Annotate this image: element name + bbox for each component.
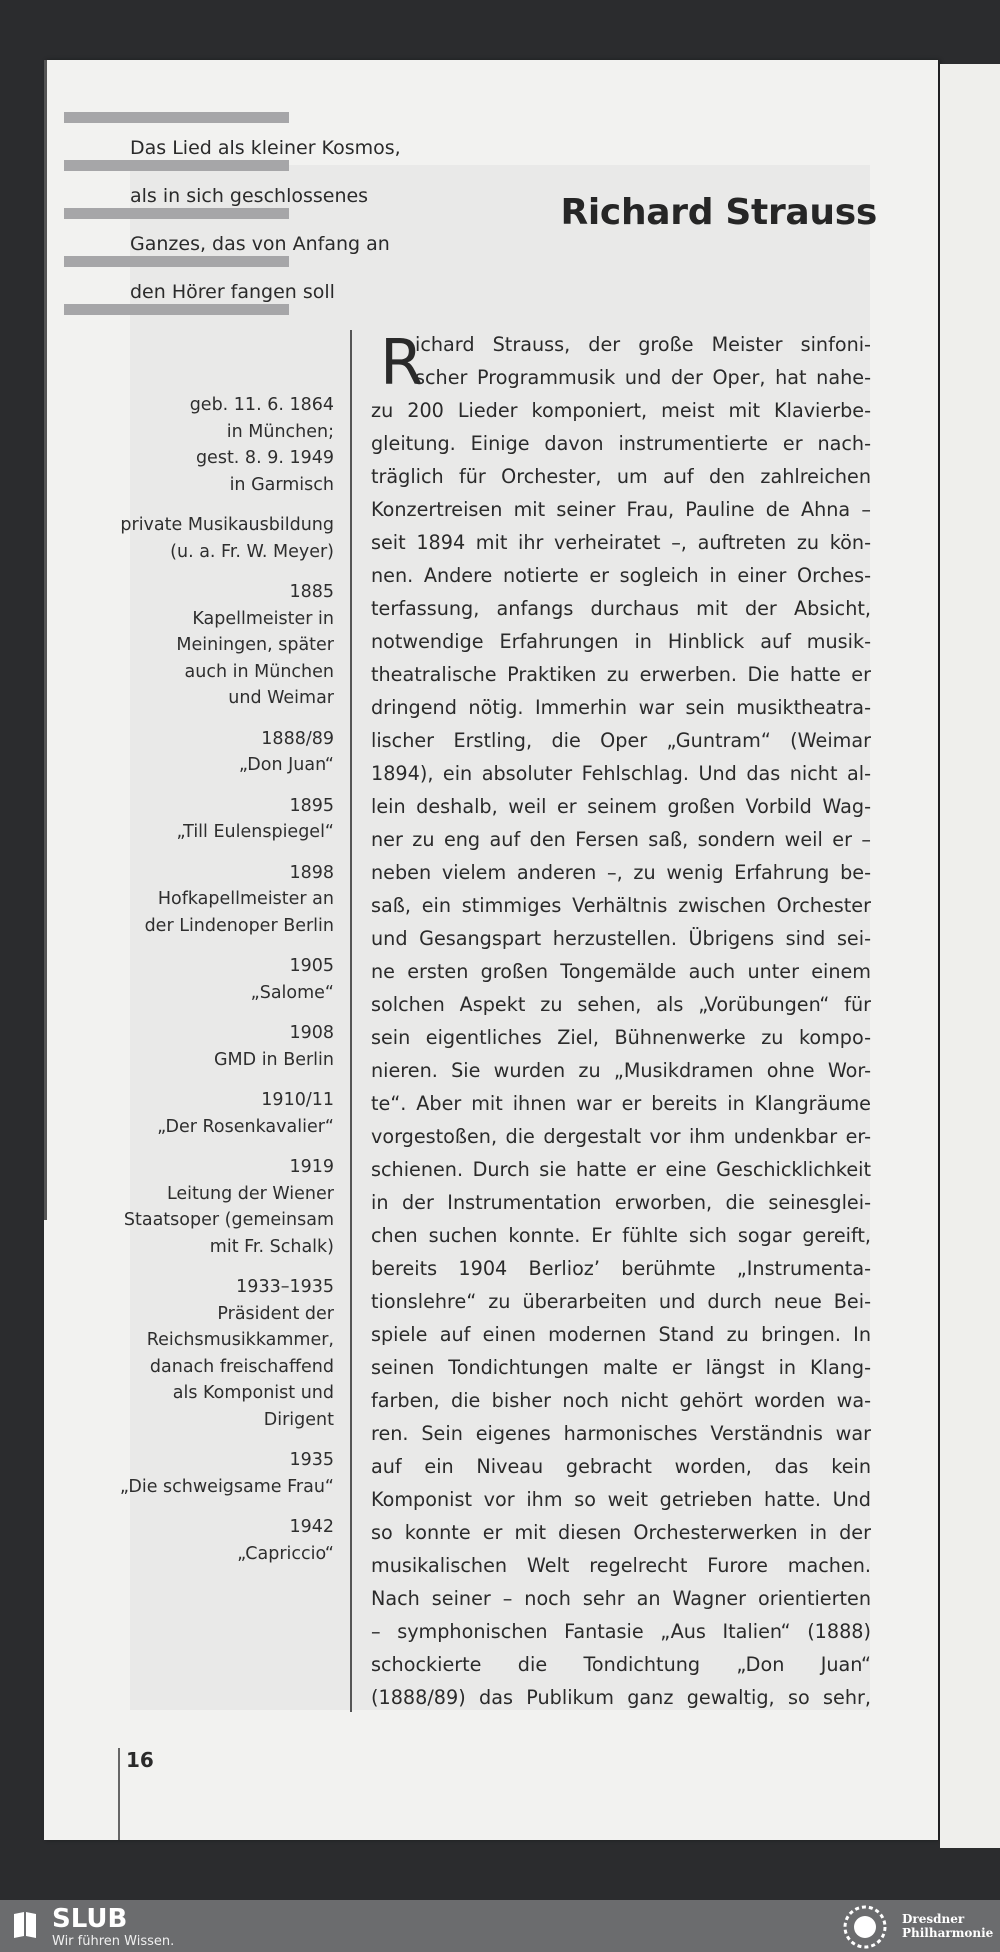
partner-logo-text (902, 1912, 993, 1940)
timeline-line: GMD in Berlin (214, 1049, 334, 1070)
partner-line: Dresdner (902, 1912, 965, 1926)
body-line: vorgestoßen, die dergestalt vor ihm undenkbar er- (371, 1125, 871, 1148)
body-line: Nach seiner – noch sehr an Wagner orientierten (371, 1587, 871, 1610)
timeline-entry (100, 726, 334, 779)
timeline-line: in München; (226, 421, 334, 442)
timeline-line: „Till Eulenspiegel“ (176, 822, 334, 842)
binding-edge (44, 60, 47, 1220)
biography-timeline (100, 392, 334, 1581)
timeline-line: Dirigent (263, 1409, 334, 1430)
body-line: lein deshalb, weil er seinem großen Vorbild Wag- (371, 795, 871, 818)
timeline-line: Präsident der (217, 1303, 334, 1324)
body-line: notwendige Erfahrungen in Hinblick auf musik- (371, 630, 871, 653)
body-line: scher Programmusik und der Oper, hat nahe- (415, 366, 871, 389)
body-line: musikalischen Welt regelrecht Furore machen. (371, 1554, 871, 1577)
body-line: chen suchen konnte. Er fühlte sich sogar gereift, (371, 1224, 871, 1247)
pull-quote-line: Ganzes, das von Anfang an (130, 233, 390, 255)
partner-line: Philharmonie (902, 1926, 994, 1940)
page-number: 16 (126, 1748, 154, 1772)
slub-book-icon[interactable] (12, 1910, 38, 1940)
page-number-rule (118, 1748, 120, 1840)
timeline-line: 1905 (289, 956, 334, 976)
pull-quote-line: Das Lied als kleiner Kosmos, (130, 137, 401, 159)
timeline-entry (100, 860, 334, 940)
article-title: Richard Strauss (560, 192, 877, 233)
timeline-line: Reichsmusikkammer, (146, 1330, 334, 1350)
timeline-line: „Capriccio“ (237, 1543, 334, 1564)
timeline-line: in Garmisch (229, 474, 334, 495)
body-line: 1894), ein absoluter Fehlschlag. Und das nicht al- (371, 762, 871, 785)
timeline-line: 1895 (289, 795, 334, 816)
body-line: (1888/89) das Publikum ganz gewaltig, so sehr, (371, 1686, 871, 1709)
timeline-entry (100, 1274, 334, 1433)
timeline-line: „Salome“ (250, 982, 334, 1003)
timeline-line: und Weimar (228, 688, 334, 708)
body-line: spiele auf einen modernen Stand zu bringen. In (371, 1323, 871, 1346)
body-line: te“. Aber mit ihnen war er bereits in Klangräume (371, 1092, 871, 1115)
timeline-entry (100, 579, 334, 712)
timeline-line: danach freischaffend (149, 1356, 334, 1377)
timeline-line: als Komponist und (172, 1383, 334, 1403)
timeline-line: 1919 (289, 1157, 334, 1177)
body-line: neben vielem anderen –, zu wenig Erfahrung be- (371, 861, 871, 884)
body-line: zu 200 Lieder komponiert, meist mit Klavierbe- (371, 399, 871, 422)
body-line: schockierte die Tondichtung „Don Juan“ (371, 1653, 871, 1676)
body-line: – symphonischen Fantasie „Aus Italien“ (1888) (371, 1620, 871, 1643)
timeline-line: der Lindenoper Berlin (144, 915, 334, 936)
timeline-line: private Musikausbildung (120, 515, 334, 535)
body-line: farben, die bisher noch nicht gehört worden wa- (371, 1389, 871, 1412)
body-line: Konzertreisen mit seiner Frau, Pauline de Ahna – (371, 498, 871, 521)
body-line: in der Instrumentation erworben, die seinesglei- (371, 1191, 871, 1214)
timeline-line: „Don Juan“ (238, 755, 334, 775)
timeline-entry (100, 512, 334, 565)
timeline-entry (100, 953, 334, 1006)
body-line: saß, ein stimmiges Verhältnis zwischen Orchester (371, 894, 871, 917)
timeline-line: geb. 11. 6. 1864 (189, 395, 334, 415)
body-line: so konnte er mit diesen Orchesterwerken in der (371, 1521, 871, 1544)
body-line: ren. Sein eigenes harmonisches Verständnis war (371, 1422, 871, 1445)
timeline-entry (100, 1447, 334, 1500)
timeline-line: mit Fr. Schalk) (209, 1236, 334, 1257)
body-line: nen. Andere notierte er sogleich in einer Orches- (371, 564, 871, 587)
slub-logo-text[interactable]: SLUB (52, 1904, 128, 1934)
body-line: terfassung, anfangs durchaus mit der Absicht, (371, 597, 871, 620)
body-line: theatralische Praktiken zu erwerben. Die hatte er (371, 663, 871, 686)
timeline-line: 1908 (289, 1023, 334, 1043)
timeline-line: „Der Rosenkavalier“ (157, 1116, 334, 1137)
body-line: seinen Tondichtungen malte er längst in Klang- (371, 1356, 871, 1379)
timeline-entry (100, 392, 334, 498)
body-line: seit 1894 mit ihr verheiratet –, auftreten zu kön- (371, 531, 871, 554)
body-line: auf ein Niveau gebracht worden, das kein (371, 1455, 871, 1478)
body-line: lischer Erstling, die Oper „Guntram“ (Weimar (371, 729, 871, 752)
timeline-line: 1910/11 (261, 1090, 334, 1110)
body-line: gleitung. Einige davon instrumentierte er nach- (371, 432, 871, 455)
timeline-entry (100, 1087, 334, 1140)
slub-tagline: Wir führen Wissen. (52, 1934, 175, 1949)
timeline-line: Meiningen, später (176, 635, 334, 655)
body-line: träglich für Orchester, um auf den zahlreichen (371, 465, 871, 488)
body-line: dringend nötig. Immerhin war sein musiktheatra- (371, 696, 871, 719)
timeline-line: Hofkapellmeister an (157, 889, 334, 909)
philharmonie-emblem-icon[interactable] (842, 1904, 888, 1950)
next-page-edge (940, 64, 1000, 1848)
body-line: ne ersten großen Tongemälde auch unter einem (371, 960, 871, 983)
body-line: ichard Strauss, der große Meister sinfoni- (415, 333, 871, 356)
body-line: nieren. Sie wurden zu „Musikdramen ohne Wor- (371, 1059, 871, 1082)
body-line: und Gesangspart herzustellen. Übrigens sind sei- (371, 927, 871, 950)
timeline-line: (u. a. Fr. W. Meyer) (170, 541, 334, 562)
timeline-line: 1935 (289, 1450, 334, 1470)
timeline-line: Leitung der Wiener (166, 1183, 334, 1204)
body-line: Komponist vor ihm so weit getrieben hatte. Und (371, 1488, 871, 1511)
timeline-line: 1885 (289, 582, 334, 602)
column-divider (350, 330, 352, 1712)
timeline-entry (100, 793, 334, 846)
body-line: tionslehre“ zu überarbeiten und durch neue Bei- (371, 1290, 871, 1313)
timeline-line: gest. 8. 9. 1949 (195, 448, 334, 468)
body-line: bereits 1904 Berlioz’ berühmte „Instrumenta- (371, 1257, 871, 1280)
timeline-line: Staatsoper (gemeinsam (123, 1210, 334, 1230)
pull-quote-line: den Hörer fangen soll (130, 281, 335, 303)
body-line: schienen. Durch sie hatte er eine Geschicklichkeit (371, 1158, 871, 1181)
body-line: solchen Aspekt zu sehen, als „Vorübungen“ für (371, 993, 871, 1016)
drop-cap: R (380, 326, 424, 399)
timeline-entry (100, 1154, 334, 1260)
timeline-entry (100, 1020, 334, 1073)
timeline-line: 1942 (289, 1517, 334, 1537)
timeline-line: „Die schweigsame Frau“ (119, 1476, 334, 1497)
timeline-line: 1898 (289, 862, 334, 883)
article-body (371, 328, 871, 1714)
timeline-line: auch in München (184, 661, 334, 682)
viewer-footer (0, 1900, 1000, 1952)
pull-quote-line: als in sich geschlossenes (130, 185, 369, 207)
pull-quote (130, 124, 430, 316)
timeline-line: 1888/89 (261, 728, 334, 749)
timeline-line: 1933–1935 (236, 1277, 334, 1297)
body-line: ner zu eng auf den Fersen saß, sondern weil er – (371, 828, 871, 851)
timeline-line: Kapellmeister in (192, 608, 334, 629)
timeline-entry (100, 1514, 334, 1567)
body-line: sein eigentliches Ziel, Bühnenwerke zu kompo- (371, 1026, 871, 1049)
